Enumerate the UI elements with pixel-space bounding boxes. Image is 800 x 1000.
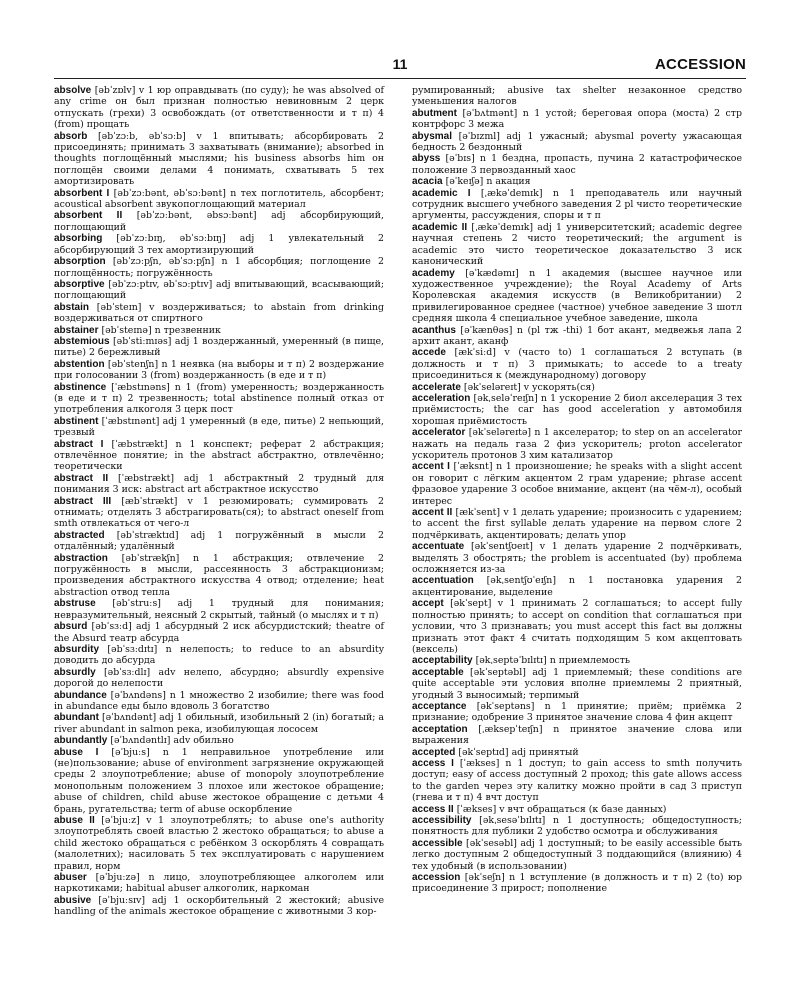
entry-definition: [əkˌseləˈreɪʃn] n 1 ускорение 2 биол акселерация 3 тех приёмистость; the car has good acceleration у автомобиля хорошая приёмистость (412, 392, 742, 427)
entry-definition: [ˈækses] v вчт обращаться (к базе данных) (453, 803, 667, 815)
dictionary-entry (54, 872, 384, 895)
entry-definition: [əbˈstrækʃn] n 1 абстракция; отвлечение 2 погружённость в мысли, рассеянность 3 абстракционизм; произведения абстрактного искусства 4 отвод; отделение; heat abstraction отвод тепла (54, 552, 384, 598)
entry-headword: abundant (54, 712, 99, 724)
entry-definition: [əkˈsentʃʊeɪt] v 1 делать ударение 2 подчёркивать, выделять 3 обострять; the problem is accentuated (by) проблема осложняется из-за (412, 541, 742, 576)
entry-definition: [əˈbʌndəntlɪ] adv обильно (107, 735, 234, 747)
dictionary-entry (54, 496, 384, 530)
dictionary-entry (54, 644, 384, 667)
dictionary-entry (412, 872, 742, 895)
dictionary-entry (412, 667, 742, 701)
entry-headword: absorbent I (54, 187, 110, 199)
right-column (412, 85, 742, 895)
entry-headword: access I (412, 757, 454, 769)
page-number: 11 (392, 56, 408, 72)
entry-headword: accessible (412, 837, 463, 849)
entry-definition: [əˈbʌndəns] n 1 множество 2 изобилие; there was food in abundance еды было вдоволь 3 богатство (54, 689, 384, 712)
entry-headword: abstruse (54, 598, 96, 610)
entry-definition: [əbˈzɔːpʃn, əbˈsɔːpʃn] n 1 абсорбция; поглощение 2 поглощённость; погружённость (54, 256, 384, 279)
entry-headword: abstainer (54, 324, 99, 336)
entry-headword: accession (412, 872, 461, 884)
entry-definition: [əbˈzɔːbənt, əbsɔːbənt] adj абсорбирующий, поглощающий (54, 210, 384, 233)
entry-headword: acceleration (412, 392, 471, 404)
dictionary-entry (54, 233, 384, 256)
entry-definition: [əˈkeɪʃə] n акация (442, 176, 531, 188)
dictionary-entry (54, 359, 384, 382)
dictionary-entry (54, 598, 384, 621)
entry-headword: acceptable (412, 666, 464, 678)
entry-definition: [əbˈsɜːd] adj 1 абсурдный 2 иск абсурдистский; theatre of the Absurd театр абсурда (54, 621, 384, 644)
entry-definition: [əbˈstræktɪd] adj 1 погружённый в мысли 2 отдалённый; удалённый (54, 529, 384, 553)
dictionary-entry (412, 153, 742, 176)
entry-headword: abstention (54, 358, 105, 370)
dictionary-entry (54, 473, 384, 496)
entry-headword: absorbing (54, 233, 103, 245)
dictionary-entry (412, 541, 742, 575)
dictionary-entry (54, 815, 384, 872)
entry-definition: [ˌækəˈdemɪk] n 1 преподаватель или научный сотрудник высшего учебного заведения 2 pl чисто теоретические аргументы, рассуждения, споры и т п (412, 187, 742, 222)
entry-headword: abutment (412, 107, 457, 119)
entry-headword: accelerate (412, 381, 461, 393)
entry-definition: [əbˈstiːmɪəs] adj 1 воздержанный, умеренный (в пище, питье) 2 бережливый (54, 335, 384, 359)
dictionary-entry (412, 815, 742, 838)
entry-definition: [əˈbjuːsɪv] adj 1 оскорбительный 2 жестокий; abusive handling of the animals жестокое обращение с животными 3 кор- (54, 894, 384, 918)
dictionary-entry (412, 222, 742, 268)
dictionary-entry (412, 108, 742, 131)
entry-headword: absorbent II (54, 210, 123, 222)
entry-definition: [əbˈzɔːbənt, əbˈsɔːbənt] n тех поглотитель, абсорбент; acoustical absorbent звукопоглощающий материал (54, 187, 384, 211)
entry-headword: abuser (54, 872, 87, 884)
entry-headword: accent II (412, 507, 453, 519)
entry-headword: absorb (54, 130, 88, 142)
entry-headword: abstraction (54, 552, 108, 564)
entry-headword: absurdity (54, 643, 100, 655)
entry-definition: [əbˈsteɪnə] n трезвенник (98, 324, 221, 336)
dictionary-entry (412, 507, 742, 541)
entry-headword: accede (412, 347, 446, 359)
header-rule (54, 78, 746, 79)
dictionary-entry (412, 758, 742, 804)
dictionary-entry (54, 895, 384, 918)
entry-headword: abundantly (54, 735, 108, 747)
dictionary-entry (54, 279, 384, 302)
entry-definition: [əkˌseptəˈbɪlɪtɪ] n приемлемость (472, 655, 631, 667)
entry-definition: [əˈkædəmɪ] n 1 академия (высшее научное или художественное учреждение); the Royal Academy of Arts Королевская академия искусств (в Великобритании) 2 привилегированное среднее (частное) учебное заведение 3 шотл средняя школа 4 специальное учебное заведение, школа (412, 267, 742, 325)
guide-word: ACCESSION (655, 56, 746, 73)
entry-definition: [ˌæksepˈteɪʃn] n принятое значение слова или выражения (412, 723, 742, 747)
entry-definition: [əbˈstruːs] adj 1 трудный для понимания; невразумительный, неясный 2 скрытый, тайный (о мыслях и т п) (54, 598, 384, 621)
entry-headword: absurdly (54, 666, 96, 678)
dictionary-entry (412, 838, 742, 872)
entry-definition: [əkˈseptɪd] adj принятый (455, 746, 579, 758)
dictionary-entry (412, 85, 742, 108)
entry-definition: [əˈbjuːs] n 1 неправильное употребление или (не)пользование; abuse of environment загрязнение окружающей среды 2 злоупотребление; abuse of monopoly злоупотребление монопольным положением 3 плохое или жестокое обращение; abuse of children, child abuse жестокое обращение с детьми 4 брань, ругательства; term of abuse оскорбление (54, 746, 384, 815)
entry-definition: [əˈbɪs] n 1 бездна, пропасть, пучина 2 катастрофическое положение 3 первозданный хаос (412, 153, 742, 176)
entry-definition: [ˈæbstrækt] n 1 конспект; реферат 2 абстракция; отвлечённое понятие; in the abstract абстрактно, отвлечённо; теоретически (54, 438, 384, 473)
entry-definition: [əbˈsɜːdlɪ] adv нелепо, абсурдно; absurdly expensive дорогой до нелепости (54, 666, 384, 690)
dictionary-entry (412, 724, 742, 747)
dictionary-entry (412, 393, 742, 427)
dictionary-entry (54, 382, 384, 416)
entry-definition: [əkˈseləreɪt] v ускорять(ся) (460, 381, 595, 393)
entry-headword: accentuate (412, 541, 465, 553)
entry-headword: accent I (412, 461, 450, 473)
entry-headword: abstract III (54, 495, 112, 507)
page-header (54, 56, 746, 76)
entry-definition: [ˈæbstɪnəns] n 1 (from) умеренность; воздержанность (в еде и т п) 2 трезвенность; total abstinence полный отказ от употребления алкоголя 3 церк пост (54, 381, 384, 416)
entry-definition: [əˈbɪzml] adj 1 ужасный; abysmal poverty ужасающая бедность 2 бездонный (412, 130, 742, 154)
entry-headword: accept (412, 598, 444, 610)
entry-definition: [əbˈsteɪn] v воздерживаться; to abstain from drinking воздерживаться от спиртного (54, 301, 384, 325)
dictionary-entry (54, 188, 384, 211)
entry-headword: abstract II (54, 472, 109, 484)
entry-definition: [ˌækəˈdemɪk] adj 1 университетский; academic degree научная степень 2 чисто теоретический; the argument is academic это чисто теоретическое доказательство 3 иск канонический (412, 221, 742, 268)
dictionary-entry (54, 336, 384, 359)
entry-headword: abysmal (412, 130, 453, 142)
entry-headword: acceptation (412, 723, 468, 735)
entry-definition: [əkˈseptəbl] adj 1 приемлемый; these conditions are quite acceptable эти условия вполне приемлемы 2 приятный, угодный 3 выносимый; терпимый (412, 666, 742, 701)
dictionary-entry (54, 712, 384, 735)
entry-headword: acacia (412, 176, 443, 188)
entry-definition: [əkˈseʃn] n 1 вступление (в должность и т п) 2 (to) юр присоединение 3 прирост; пополнение (412, 872, 742, 895)
entry-headword: absurd (54, 621, 88, 633)
entry-headword: accessibility (412, 815, 472, 826)
entry-headword: abundance (54, 689, 107, 701)
entry-headword: acceptability (412, 655, 473, 667)
entry-headword: accepted (412, 746, 456, 758)
entry-headword: abstemious (54, 335, 110, 347)
dictionary-entry (412, 655, 742, 666)
entry-definition: [əbˈzɔːb, əbˈsɔːb] v 1 впитывать; абсорбировать 2 присоединять; принимать 3 захватывать (внимание); absorbed in thoughts поглощённый мыслями; his business absorbs him он поглощён своими делами 4 понимать, схватывать 5 тех амортизировать (54, 130, 384, 188)
entry-definition: [ˈæksnt] n 1 произношение; he speaks with a slight accent он говорит с лёгким акцентом 2 грам ударение; phrase accent фразовое ударение 3 особое внимание, акцент (на чём-л), особый интерес (412, 461, 742, 507)
dictionary-entry (412, 598, 742, 655)
dictionary-entry (412, 701, 742, 724)
entry-headword: acanthus (412, 324, 456, 336)
dictionary-entry (412, 804, 742, 815)
entry-headword: academy (412, 267, 455, 279)
dictionary-entry (54, 439, 384, 473)
entry-definition: [ˈæbstɪnənt] adj 1 умеренный (в еде, питье) 2 непьющий, трезвый (54, 415, 384, 439)
entry-definition: [əbˈzɒlv] v 1 юр оправдывать (по суду); he was absolved of any crime он был признан полностью невиновным 2 церк отпускать (грехи) 3 освобождать (от ответственности и т п) 4 (from) прощать (54, 85, 384, 131)
dictionary-entry (54, 256, 384, 279)
entry-definition: [əkˌsesəˈbɪlɪtɪ] n 1 доступность; общедоступность; понятность для публики 2 удобство осмотра и обслуживания (412, 815, 742, 838)
dictionary-entry (54, 690, 384, 713)
entry-definition: [əˈbjuːzə] n лицо, злоупотребляющее алкоголем или наркотиками; habitual abuser алкоголик, наркоман (54, 872, 384, 895)
entry-headword: abstract I (54, 438, 104, 450)
entry-definition: [əbˈsɜːdɪtɪ] n нелепость; to reduce to an absurdity доводить до абсурда (54, 643, 384, 667)
left-column (54, 85, 384, 918)
entry-definition: [ˈækses] n 1 доступ; to gain access to smth получить доступ; easy of access доступный 2 проход; this gate allows access to the garden через эту калитку можно пройти в сад 3 приступ (гнева и т п) 4 вчт доступ (412, 757, 742, 804)
entry-headword: abstinent (54, 415, 99, 427)
entry-headword: accentuation (412, 575, 474, 587)
entry-headword: abuse I (54, 746, 99, 758)
dictionary-entry (54, 530, 384, 553)
entry-definition: [əˈbjuːz] v 1 злоупотреблять; to abuse one's authority злоупотреблять своей властью 2 жестоко обращаться; to abuse a child жестоко обращаться с ребёнком 3 оскорблять 4 совращать (малолетних); насиловать 5 тех эксплуатировать с нарушением правил, норм (54, 815, 384, 872)
entry-definition: [əbˈzɔːptɪv, əbˈsɔːptɪv] adj впитывающий, всасывающий; поглощающий (54, 278, 384, 302)
entry-definition: [ækˈsiːd] v (часто to) 1 соглашаться 2 вступать (в должность и т п) 3 примыкать; to accede to a treaty присоединиться к (международному) договору (412, 347, 742, 382)
dictionary-entry (54, 747, 384, 815)
dictionary-entry (412, 347, 742, 381)
entry-definition: [əˈbʌtmənt] n 1 устой; береговая опора (моста) 2 стр контрфорс 3 межа (412, 107, 742, 131)
dictionary-entry (412, 131, 742, 154)
entry-headword: absorptive (54, 278, 105, 290)
dictionary-entry (54, 735, 384, 746)
dictionary-entry (54, 85, 384, 131)
dictionary-entry (412, 325, 742, 348)
entry-headword: abusive (54, 894, 92, 906)
dictionary-entry (54, 302, 384, 325)
entry-definition: [əˈkænθəs] n (pl тж -thi) 1 бот акант, медвежья лапа 2 архит акант, аканф (412, 324, 742, 347)
entry-headword: abstinence (54, 381, 107, 393)
entry-headword: access II (412, 803, 454, 815)
dictionary-entry (54, 621, 384, 644)
dictionary-entry (412, 461, 742, 507)
entry-definition: [əkˈsesəbl] adj 1 доступный; to be easily accessible быть легко доступным 2 общедоступный 3 поддающийся (влиянию) 4 тех удобный (в использовании) (412, 837, 742, 872)
entry-definition: [əbˈstenʃn] n 1 неявка (на выборы и т п) 2 воздержание при голосовании 3 (from) воздержанность (в еде и т п) (54, 358, 384, 382)
entry-headword: academic I (412, 187, 471, 199)
entry-definition: [əkˈseptəns] n 1 принятие; приём; приёмка 2 признание; одобрение 3 принятое значение слова 4 фин акцепт (412, 700, 742, 724)
entry-headword: academic II (412, 221, 468, 233)
entry-definition: [ækˈsent] v 1 делать ударение; произносить с ударением; to accent the first syllable делать ударение на первом слоге 2 подчёркивать, акцентировать; делать упор (412, 507, 742, 541)
entry-headword: abstain (54, 301, 90, 313)
entry-headword: absolve (54, 85, 92, 96)
dictionary-entry (54, 553, 384, 599)
dictionary-entry (412, 188, 742, 222)
dictionary-entry (54, 667, 384, 690)
entry-definition: [ˈæbstrækt] adj 1 абстрактный 2 трудный для понимания 3 иск: abstract art абстрактное искусство (54, 472, 385, 496)
entry-definition: [əbˈzɔːbɪŋ, əbˈsɔːbɪŋ] adj 1 увлекательный 2 абсорбирующий 3 тех амортизирующий (54, 233, 384, 256)
dictionary-entry (54, 210, 384, 233)
dictionary-entry (412, 176, 742, 187)
entry-definition: [əkˈsept] v 1 принимать 2 соглашаться; to accept fully полностью принять; to accept on condition that соглашаться при условии, что 3 признавать; you must accept this fact вы должны признать этот факт 4 считать подходящим 5 ком акцептовать (вексель) (412, 598, 742, 655)
entry-definition: [æbˈstrækt] v 1 резюмировать; суммировать 2 отнимать; отделять 3 абстрагировать(ся); to abstract oneself from smth отвлекаться от чего-л (54, 495, 384, 530)
entry-definition: румпированный; abusive tax shelter незаконное средство уменьшения налогов (412, 85, 742, 108)
entry-headword: abyss (412, 153, 441, 165)
entry-headword: acceptance (412, 700, 467, 712)
entry-headword: abuse II (54, 815, 95, 826)
dictionary-entry (54, 416, 384, 439)
dictionary-entry (412, 747, 742, 758)
dictionary-entry (412, 382, 742, 393)
dictionary-entry (412, 268, 742, 325)
dictionary-entry (54, 131, 384, 188)
dictionary-entry (412, 427, 742, 461)
dictionary-entry (54, 325, 384, 336)
entry-headword: abstracted (54, 529, 105, 541)
entry-definition: [əkˈseləreɪtə] n 1 акселератор; to step on an accelerator нажать на педаль газа 2 физ ускоритель; proton accelerator ускоритель протонов 3 хим катализатор (412, 427, 742, 461)
entry-definition: [əkˌsentʃʊˈeɪʃn] n 1 постановка ударения 2 акцентирование, выделение (412, 575, 742, 598)
entry-headword: absorption (54, 256, 106, 268)
entry-headword: accelerator (412, 427, 466, 439)
entry-definition: [əˈbʌndənt] adj 1 обильный, изобильный 2 (in) богатый; a river abundant in salmon река, изобилующая лососем (54, 712, 384, 735)
dictionary-entry (412, 575, 742, 598)
